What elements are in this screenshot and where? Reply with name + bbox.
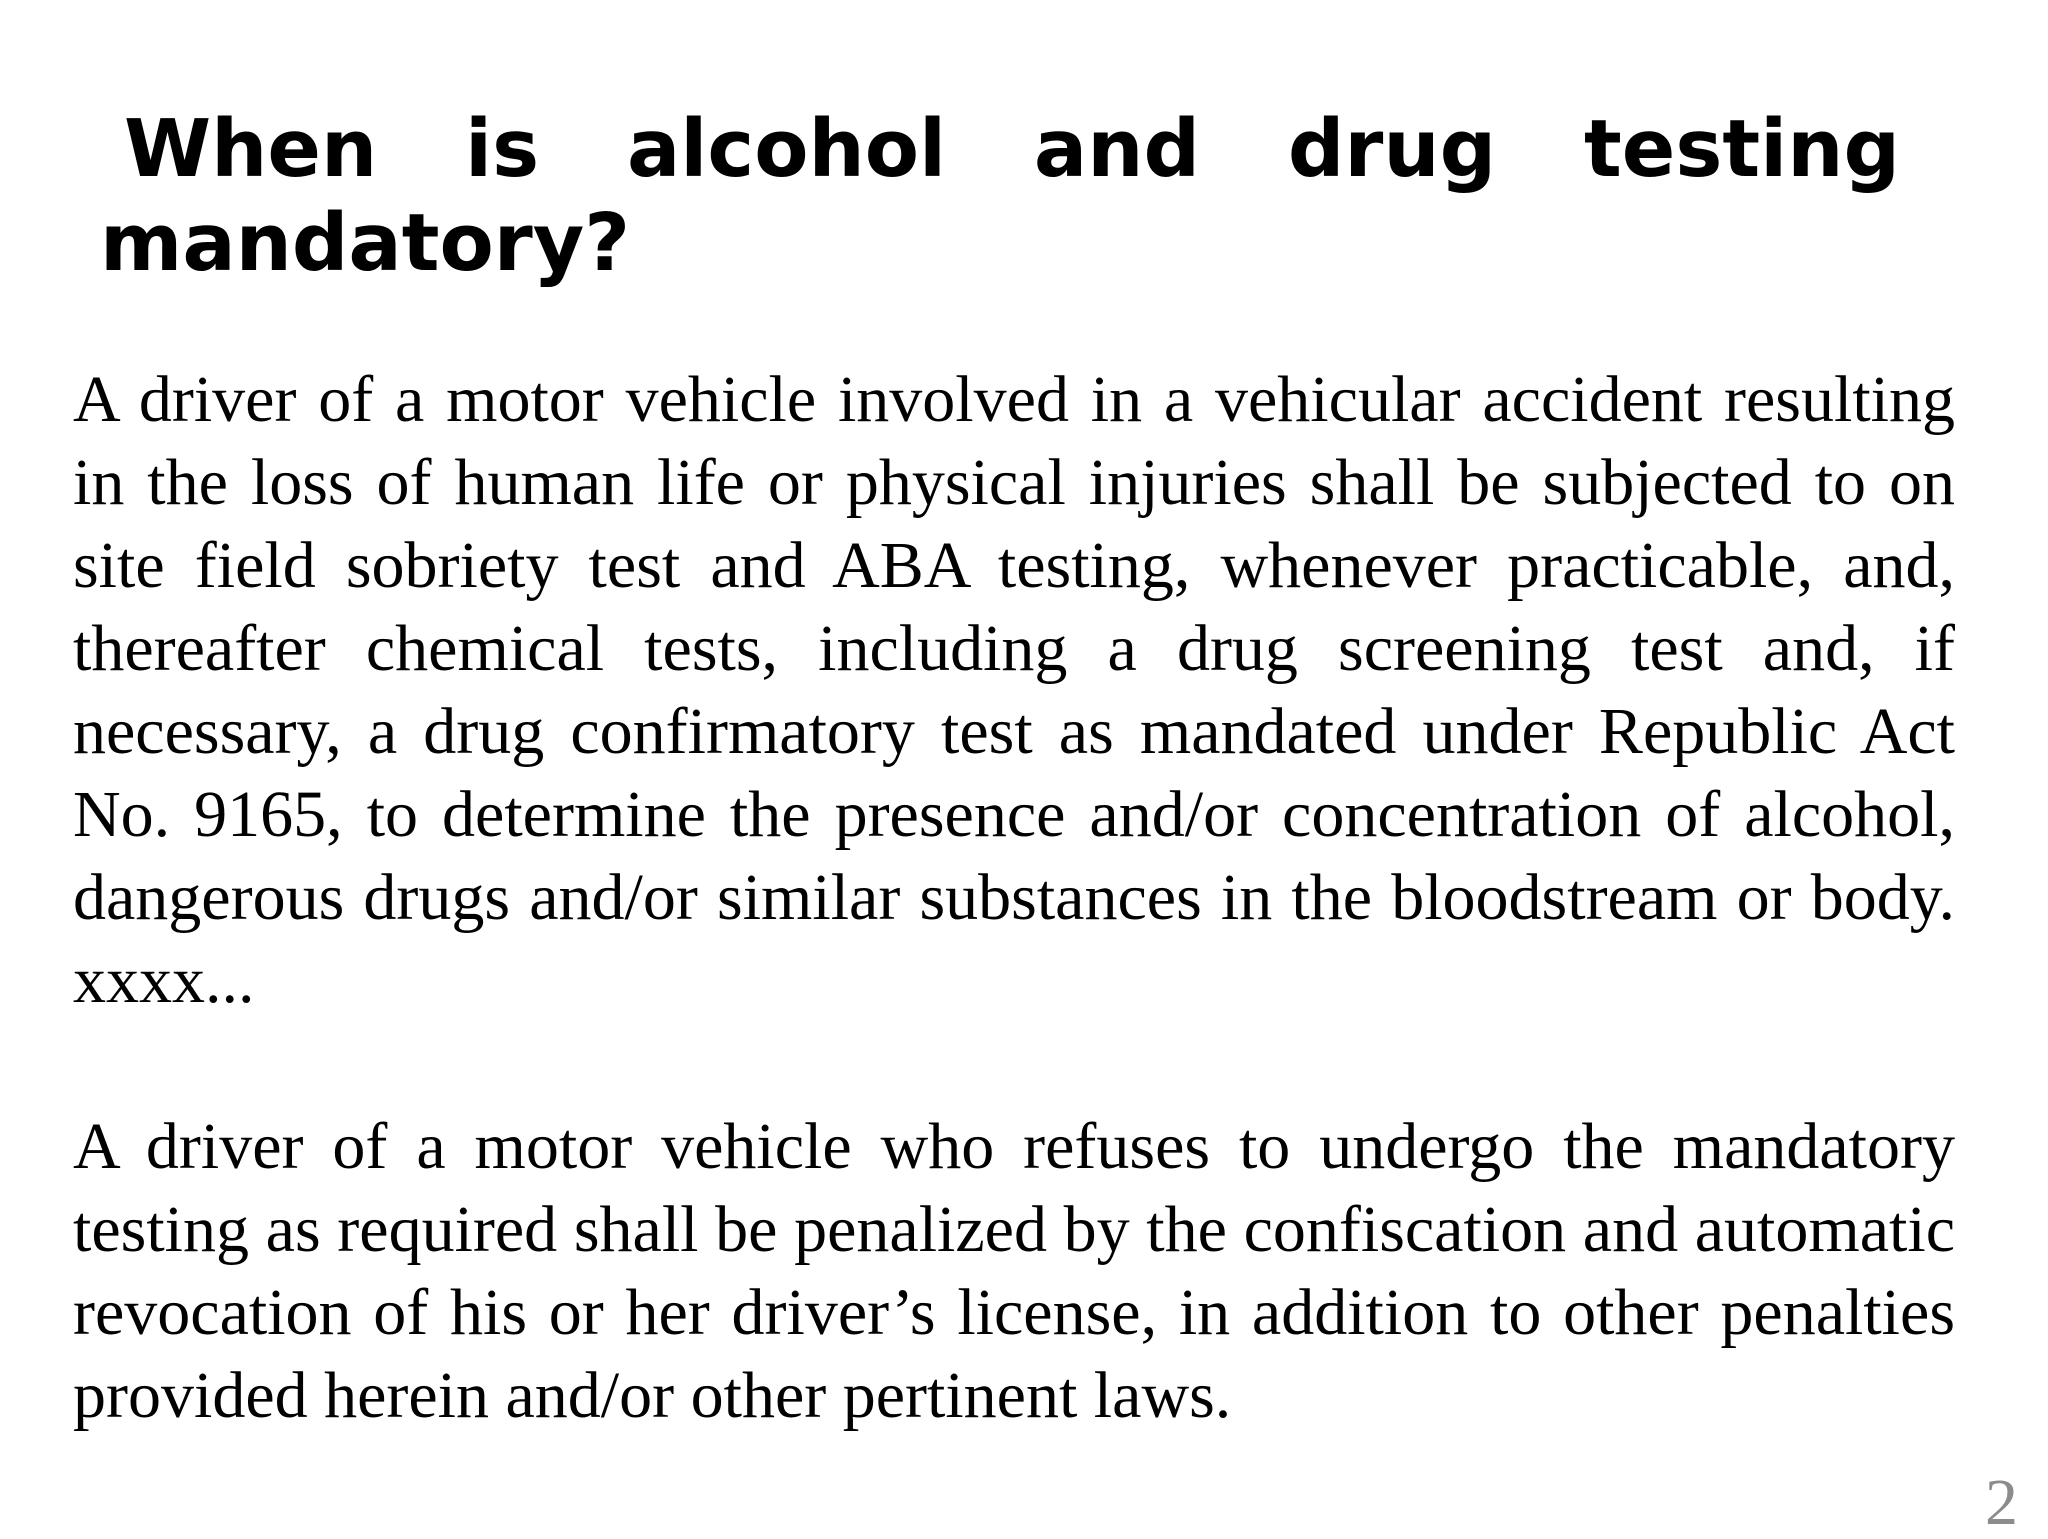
page-number: 2 xyxy=(1985,1466,2018,1539)
slide-title xyxy=(100,102,1900,290)
slide-body xyxy=(73,358,1955,1437)
slide-title-line-2: mandatory? xyxy=(100,197,631,289)
slide-title-line-1: When is alcohol and drug testing xyxy=(124,103,1900,195)
body-paragraph-2: A driver of a motor vehicle who refuses to undergo the mandatory testing as required shall be penalized by the confiscation and automatic revocation of his or her driver’s license, in addition to other penalties provided herein and/or other pertinent laws. xyxy=(73,1110,1955,1432)
body-paragraph-1: A driver of a motor vehicle involved in a vehicular accident resulting in the loss of human life or physical injuries shall be subjected to on site field sobriety test and ABA testing, whenever practicable, and, thereafter chemical tests, including a drug screening test and, if necessary, a drug confirmatory test as mandated under Republic Act No. 9165, to determine the presence and/or concentration of alcohol, dangerous drugs and/or similar substances in the bloodstream or body. xxxx... xyxy=(73,363,1955,1017)
